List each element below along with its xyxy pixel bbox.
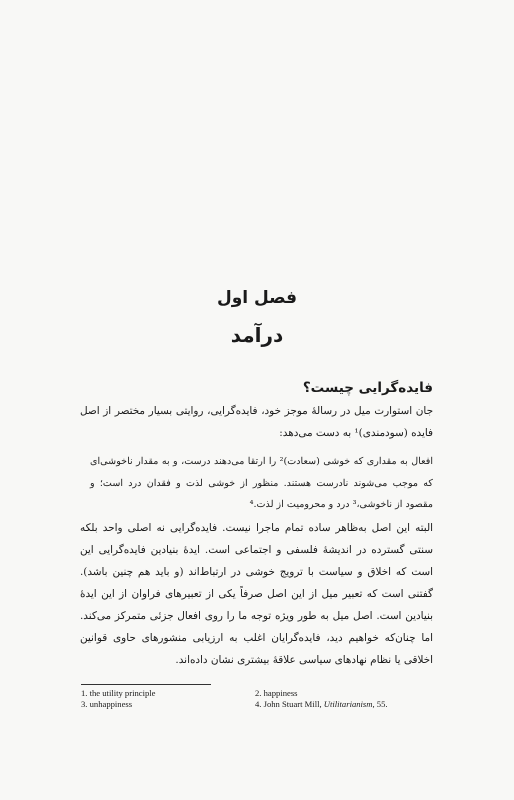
footnotes [81, 688, 435, 710]
footnote-2 [255, 688, 435, 699]
footnote-row [81, 688, 435, 699]
footnote-3 [81, 699, 249, 710]
chapter-title: درآمد [230, 323, 284, 347]
footnote-text: the utility principle [89, 688, 156, 698]
footnote-text: John Stuart Mill, [263, 699, 322, 709]
footnote-text: unhappiness [89, 699, 133, 709]
footnote-4 [255, 699, 435, 710]
footnote-number: 4. [255, 699, 262, 709]
footnote-number: 2. [255, 688, 262, 698]
footnote-number: 3. [81, 699, 88, 709]
footnote-page: , 55. [372, 699, 388, 709]
footnote-text: happiness [263, 688, 298, 698]
footnote-number: 1. [81, 688, 88, 698]
section-heading: فایده‌گرایی چیست؟ [302, 380, 433, 396]
body-paragraph: البته این اصل به‌ظاهر ساده تمام ماجرا نیست. فایده‌گرایی نه اصلی واحد بلکه سنتی گسترده در اندیشهٔ فلسفی و اجتماعی است. ایدهٔ بنیادین فایده‌گرایی این است که اخلاق و سیاست با ترویج خوشی در ارتباط‌اند (و باید هم چنین باشد). گفتنی است که تعبیر میل از این اصل صرفاً یکی از تعبیرهای فراوان از این ایدهٔ بنیادین است. اصل میل به طور ویژه توجه ما را روی افعال جزئی متمرکز می‌کند. اما چنان‌که خواهیم دید، فایده‌گرایان اغلب به ارزیابی منشورهای حاوی قوانین اخلاقی یا نظام نهادهای سیاسی علاقهٔ بیشتری نشان داده‌اند. [80, 522, 433, 666]
footnote-1 [81, 688, 249, 699]
block-quote: افعال به مقداری که خوشی (سعادت)² را ارتقا می‌دهند درست، و به مقدار ناخوشی‌ای که موجب می‌شوند نادرست هستند. منظور از خوشی لذت و فقدان درد است؛ و مقصود از ناخوشی،³ درد و محرومیت از لذت.⁴ [90, 456, 434, 510]
footnote-row [81, 699, 435, 710]
footnote-book-title: Utilitarianism [323, 699, 373, 709]
footnote-rule [81, 684, 211, 685]
intro-paragraph: جان استوارت میل در رسالهٔ موجز خود، فایده‌گرایی، روایتی بسیار مختصر از اصل فایده (سودمندی)¹ به دست می‌دهد: [80, 405, 433, 439]
chapter-number: فصل اول [216, 288, 298, 308]
